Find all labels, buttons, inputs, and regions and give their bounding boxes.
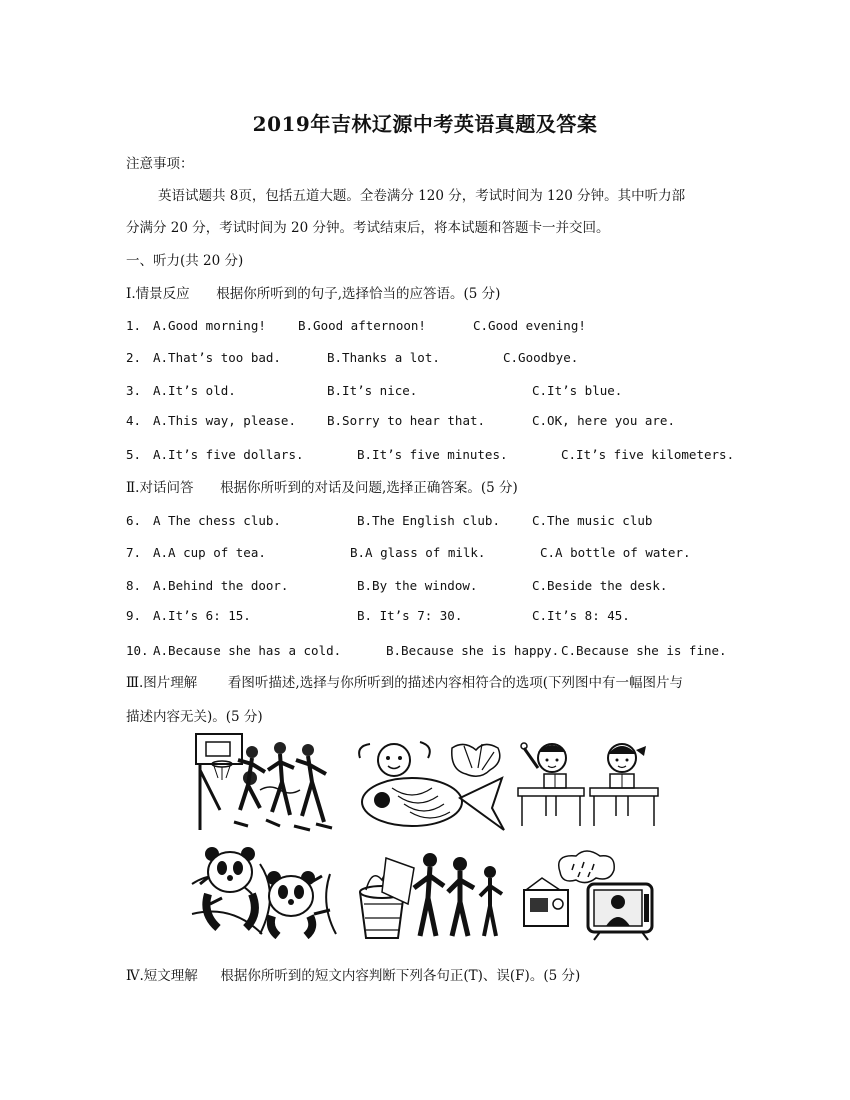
- option-c: C.Because she is fine.: [561, 643, 727, 658]
- question-number: 9.: [126, 608, 142, 623]
- part1-title: Ⅰ.情景反应: [126, 286, 190, 302]
- option-c: C.Good evening!: [473, 318, 586, 333]
- part2-heading: [126, 476, 518, 496]
- option-a: A.That’s too bad.: [153, 350, 281, 365]
- section-one-heading: 一、听力(共 20 分): [126, 253, 244, 269]
- option-b: B.Because she is happy.: [386, 643, 560, 658]
- option-c: C.It’s 8: 45.: [532, 608, 630, 623]
- part4-instruction: 根据你所听到的短文内容判断下列各句正(T)、误(F)。(5 分): [220, 968, 581, 984]
- picture-basketball: [190, 730, 340, 833]
- option-a: A The chess club.: [153, 513, 281, 528]
- page-title: 2019年吉林辽源中考英语真题及答案: [252, 112, 598, 136]
- part2-title: Ⅱ.对话问答: [126, 480, 194, 496]
- part1-instruction: 根据你所听到的句子,选择恰当的应答语。(5 分): [216, 286, 501, 302]
- option-c: C.Goodbye.: [503, 350, 579, 365]
- option-a: A.It’s 6: 15.: [153, 608, 251, 623]
- part3-title: Ⅲ.图片理解: [126, 675, 198, 691]
- option-b: B.It’s five minutes.: [357, 447, 508, 462]
- notice-text-1: 英语试题共 8页，包括五道大题。全卷满分 120 分，考试时间为 120 分钟。其中听力部: [158, 188, 686, 204]
- option-a: A.A cup of tea.: [153, 545, 266, 560]
- question-number: 10.: [126, 643, 149, 658]
- option-a: A.This way, please.: [153, 413, 296, 428]
- option-b: B.By the window.: [357, 578, 478, 593]
- picture-students-reading: [516, 738, 662, 828]
- option-c: C.A bottle of water.: [540, 545, 691, 560]
- option-a: A.Behind the door.: [153, 578, 289, 593]
- question-number: 8.: [126, 578, 142, 593]
- option-b: B. It’s 7: 30.: [357, 608, 463, 623]
- option-b: B.It’s nice.: [327, 383, 418, 398]
- question-number: 1.: [126, 318, 142, 333]
- picture-pandas: [190, 844, 340, 939]
- question-number: 4.: [126, 413, 142, 428]
- question-number: 7.: [126, 545, 142, 560]
- option-b: B.Sorry to hear that.: [327, 413, 486, 428]
- picture-child-with-fish: [352, 738, 510, 832]
- question-number: 6.: [126, 513, 142, 528]
- option-c: C.The music club: [532, 513, 653, 528]
- picture-tv-weather: [520, 850, 660, 942]
- part3-heading: [126, 671, 683, 691]
- notice-text-2: 分满分 20 分，考试时间为 20 分钟。考试结束后，将本试题和答题卡一并交回。: [126, 220, 610, 236]
- option-a: A.Good morning!: [153, 318, 266, 333]
- part3-instruction-1: 看图听描述,选择与你所听到的描述内容相符合的选项(下列图中有一幅图片与: [227, 675, 683, 691]
- option-b: B.Thanks a lot.: [327, 350, 440, 365]
- option-b: B.Good afternoon!: [298, 318, 426, 333]
- part4-heading: [126, 964, 580, 984]
- picture-people-recycling: [356, 848, 506, 942]
- option-c: C.OK, here you are.: [532, 413, 675, 428]
- option-c: C.Beside the desk.: [532, 578, 668, 593]
- notice-label: 注意事项：: [126, 156, 194, 172]
- part4-title: Ⅳ.短文理解: [126, 968, 198, 984]
- option-a: A.Because she has a cold.: [153, 643, 342, 658]
- question-number: 3.: [126, 383, 142, 398]
- option-c: C.It’s five kilometers.: [561, 447, 735, 462]
- option-b: B.A glass of milk.: [350, 545, 486, 560]
- option-a: A.It’s five dollars.: [153, 447, 304, 462]
- part3-instruction-2: 描述内容无关)。(5 分): [126, 709, 263, 725]
- option-a: A.It’s old.: [153, 383, 236, 398]
- question-number: 5.: [126, 447, 142, 462]
- part1-heading: [126, 282, 500, 302]
- option-b: B.The English club.: [357, 513, 500, 528]
- option-c: C.It’s blue.: [532, 383, 623, 398]
- part2-instruction: 根据你所听到的对话及问题,选择正确答案。(5 分): [220, 480, 518, 496]
- question-number: 2.: [126, 350, 142, 365]
